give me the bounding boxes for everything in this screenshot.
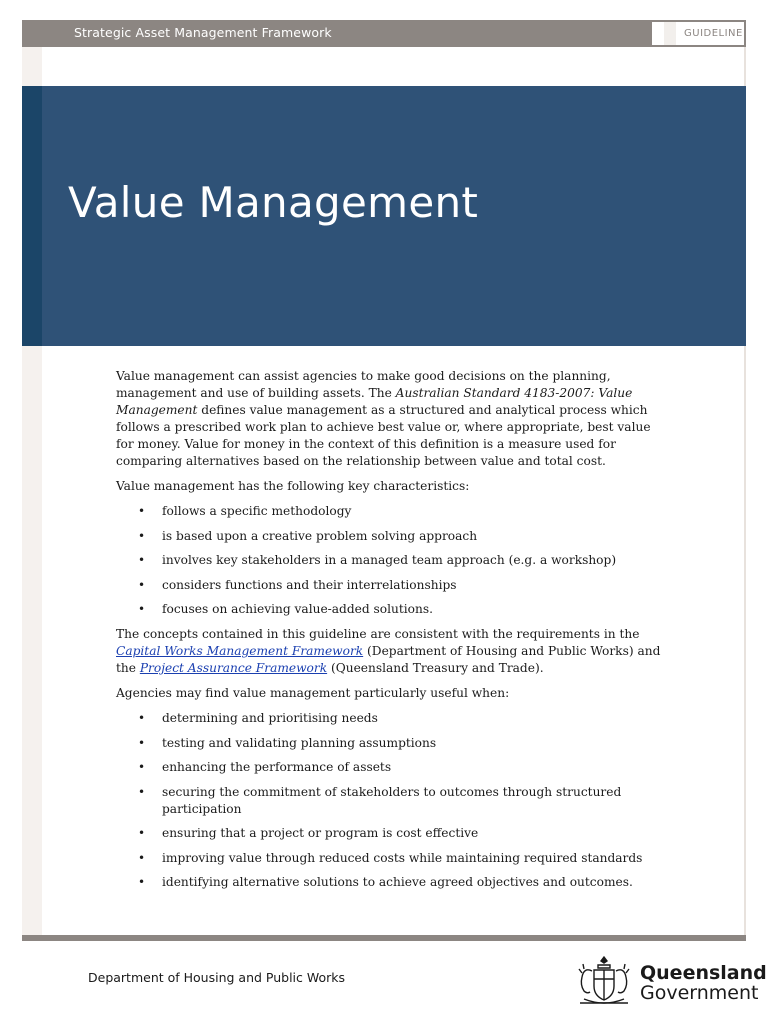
header-title: Strategic Asset Management Framework	[74, 25, 332, 40]
list-item: • involves key stakeholders in a managed team approach (e.g. a workshop)	[116, 552, 664, 569]
standard-reference: Australian Standard 4183-2007: Value Management	[116, 386, 633, 417]
document-body	[116, 368, 664, 899]
intro-paragraph	[116, 368, 664, 470]
footer-department: Department of Housing and Public Works	[88, 970, 346, 985]
document-type-badge	[652, 22, 744, 45]
list-item: • improving value through reduced costs while maintaining required standards	[116, 850, 664, 867]
list-item: • ensuring that a project or program is cost effective	[116, 825, 664, 842]
useful-intro: Agencies may find value management particularly useful when:	[116, 686, 510, 700]
characteristics-list	[116, 503, 664, 618]
list-item: • enhancing the performance of assets	[116, 759, 664, 776]
logo-line-queensland: Queensland	[640, 962, 767, 984]
project-assurance-framework-link[interactable]: Project Assurance Framework	[139, 661, 328, 675]
concepts-paragraph	[116, 626, 664, 677]
list-item: • is based upon a creative problem solving approach	[116, 528, 664, 545]
banner-accent	[22, 86, 42, 346]
list-item: • focuses on achieving value-added solutions.	[116, 601, 664, 618]
concepts-text-3: (Queensland Treasury and Trade).	[327, 661, 544, 675]
list-item: • securing the commitment of stakeholders to outcomes through structured participation	[116, 784, 664, 818]
header-bar	[22, 20, 746, 47]
intro-text-1: Value management can assist agencies to make good decisions on the planning, management and use of building assets. The	[116, 369, 611, 400]
intro-text-2: defines value management as a structured and analytical process which follows a prescribed work plan to achieve best value or, where appropriate, best value for money. Value for money in the context of this definition is a measure used for comparing alternatives based on the relationship between value and total cost.	[116, 403, 651, 468]
concepts-text-2: (Department of Housing and Public Works) and the	[116, 644, 661, 675]
useful-list	[116, 710, 664, 891]
logo-line-government: Government	[640, 982, 759, 1004]
list-item: • determining and prioritising needs	[116, 710, 664, 727]
page-title: Value Management	[68, 178, 479, 227]
list-item: • identifying alternative solutions to achieve agreed objectives and outcomes.	[116, 874, 664, 891]
list-item: • testing and validating planning assumptions	[116, 735, 664, 752]
queensland-coat-of-arms-icon	[574, 953, 634, 1009]
concepts-text-1: The concepts contained in this guideline are consistent with the requirements in the	[116, 627, 640, 641]
queensland-government-logo	[574, 953, 767, 1009]
footer-bar	[22, 935, 746, 941]
title-banner	[22, 86, 746, 346]
characteristics-intro: Value management has the following key characteristics:	[116, 479, 470, 493]
badge-label: GUIDELINE	[664, 22, 744, 45]
list-item: • considers functions and their interrelationships	[116, 577, 664, 594]
list-item: • follows a specific methodology	[116, 503, 664, 520]
logo-wordmark	[640, 963, 767, 1003]
capital-works-framework-link[interactable]: Capital Works Management Framework	[116, 644, 364, 658]
